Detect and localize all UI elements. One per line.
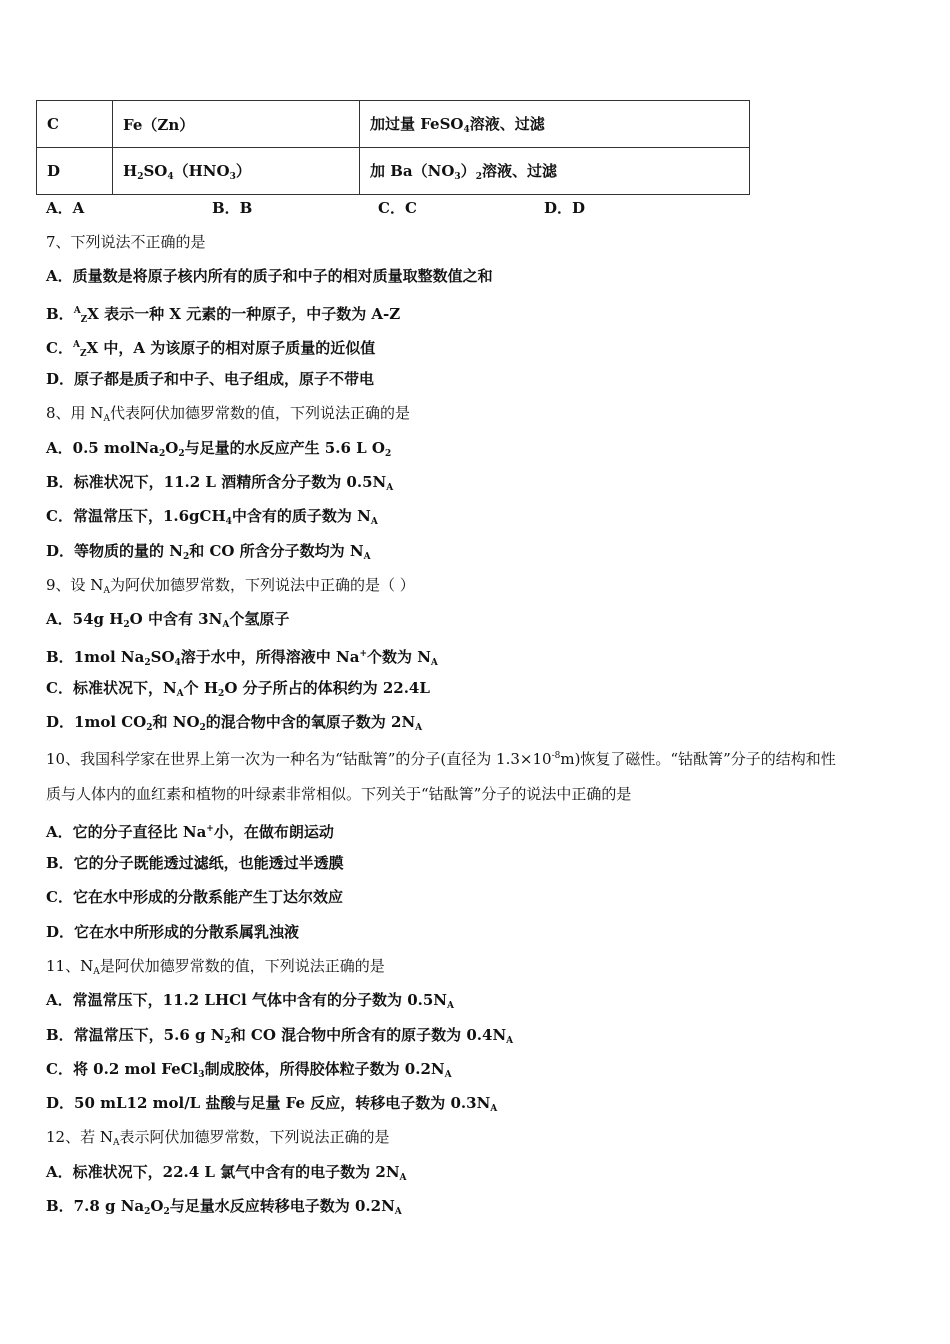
text-segment: A．0.5 molNa (46, 438, 159, 457)
answer-option (46, 1052, 916, 1086)
subscript: A (415, 723, 423, 734)
subscript: 2 (384, 448, 392, 459)
method-cell (360, 101, 750, 148)
subscript: 2 (146, 723, 153, 734)
text-segment: 个数为 N (366, 647, 431, 666)
subscript: A (447, 1001, 454, 1012)
answer-option (46, 1086, 916, 1120)
text-segment: 溶液、过滤 (481, 162, 557, 180)
subscript: 2 (178, 448, 185, 459)
question-stem (46, 949, 916, 983)
question-stem (46, 1120, 916, 1154)
text-segment: 溶于水中，所得溶液中 Na (180, 647, 360, 666)
superscript: + (206, 823, 214, 834)
subscript: A (112, 1138, 120, 1149)
text-segment: SO (150, 647, 175, 666)
subscript: A (370, 517, 378, 528)
text-segment: B．7.8 g Na (46, 1197, 145, 1216)
subscript: 2 (137, 172, 144, 182)
subscript: A (430, 657, 438, 668)
subscript: Z (80, 314, 88, 325)
answer-c: C．C (378, 199, 417, 217)
table-row (37, 101, 750, 148)
text-segment: 代表阿伏加德罗常数的值，下列说法正确的是 (109, 404, 410, 423)
options-table (36, 100, 750, 195)
text-segment: D．等物质的量的 N (46, 541, 183, 560)
text-segment: 9、设 N (46, 575, 104, 594)
answer-choices (46, 197, 710, 218)
question-stem (46, 396, 916, 430)
text-segment: 与足量的水反应产生 5.6 L O (184, 438, 385, 457)
text-segment: X 中，A 为该原子的相对原子质量的近似值 (86, 338, 376, 357)
text-segment: D．原子都是质子和中子、电子组成，原子不带电 (46, 370, 375, 389)
text-segment: B．1mol Na (46, 647, 145, 666)
text-segment: A．常温常压下，11.2 LHCl 气体中含有的分子数为 0.5N (46, 991, 448, 1010)
substance-cell (113, 101, 360, 148)
subscript: 3 (229, 172, 236, 182)
text-segment: 小，在做布朗运动 (213, 822, 334, 841)
subscript: 2 (123, 620, 130, 631)
text-segment: B．标准状况下，11.2 L 酒精所含分子数为 0.5N (46, 473, 387, 492)
text-segment: 个 H (183, 678, 219, 697)
text-segment: 和 CO 所含分子数均为 N (189, 541, 364, 560)
answer-option (46, 705, 916, 739)
text-segment: 个氢原子 (229, 610, 290, 629)
subscript: A (444, 1069, 452, 1080)
answer-option (46, 637, 916, 671)
subscript: A (506, 1035, 514, 1046)
question-stem (46, 568, 916, 602)
subscript: 4 (167, 172, 174, 182)
answer-option (46, 915, 916, 949)
answer-option (46, 362, 916, 396)
option-label: C (37, 101, 113, 148)
answer-option (46, 465, 916, 499)
subscript: 4 (463, 125, 470, 135)
subscript: 3 (454, 172, 461, 182)
text-segment: 7、下列说法不正确的是 (46, 233, 206, 251)
superscript: A (72, 339, 80, 350)
subscript: 4 (225, 517, 232, 528)
superscript: + (359, 648, 367, 659)
subscript: 2 (163, 1207, 170, 1218)
text-segment: Fe（Zn） (123, 115, 195, 134)
answer-option (46, 431, 916, 465)
text-segment: X 表示一种 X 元素的一种原子，中子数为 A-Z (87, 304, 401, 323)
option-label: D (37, 148, 113, 195)
text-segment: 11、N (46, 956, 94, 975)
text-segment: 中含有的质子数为 N (231, 507, 371, 526)
text-segment: A．质量数是将原子核内所有的质子和中子的相对质量取整数值之和 (46, 267, 493, 286)
text-segment: C． (46, 338, 73, 357)
text-segment: 12、若 N (46, 1128, 113, 1147)
text-segment: O (165, 438, 179, 457)
answer-d: D．D (544, 199, 586, 217)
subscript: A (103, 585, 110, 596)
answer-option (46, 812, 916, 846)
text-segment: D．50 mL12 mol/L 盐酸与足量 Fe 反应，转移电子数为 0.3N (46, 1094, 491, 1113)
question-stem (46, 225, 916, 259)
substance-cell (113, 148, 360, 195)
text-segment: m)恢复了磁性。“钴酞箐”分子的结构和性 (560, 750, 836, 769)
text-segment: 10、我国科学家在世界上第一次为一种名为“钴酞箐”的分子(直径为 1.3×10 (46, 750, 552, 769)
subscript: Z (79, 348, 87, 359)
question-stem (46, 777, 916, 811)
text-segment: 的混合物中含的氧原子数为 2N (205, 713, 416, 732)
subscript: 2 (144, 1207, 151, 1218)
answer-option (46, 602, 916, 636)
question-list (46, 225, 916, 1223)
text-segment: D．它在水中所形成的分散系属乳浊液 (46, 922, 300, 941)
subscript: 2 (475, 172, 482, 182)
text-segment: B． (46, 304, 74, 323)
text-segment: 是阿伏加德罗常数的值，下列说法正确的是 (99, 956, 385, 975)
text-segment: C．将 0.2 mol FeCl (46, 1059, 199, 1078)
answer-option (46, 294, 916, 328)
text-segment: 表示阿伏加德罗常数，下列说法正确的是 (119, 1128, 390, 1147)
subscript: A (103, 414, 110, 425)
text-segment: SO (143, 162, 168, 180)
text-segment: 制成胶体，所得胶体粒子数为 0.2N (204, 1059, 445, 1078)
text-segment: （HNO (173, 162, 230, 180)
text-segment: 溶液、过滤 (469, 115, 545, 133)
subscript: A (93, 966, 100, 977)
answer-option (46, 1018, 916, 1052)
text-segment: ） (460, 162, 476, 180)
subscript: 2 (218, 688, 225, 699)
answer-option (46, 534, 916, 568)
text-segment: 与足量水反应转移电子数为 0.2N (169, 1197, 395, 1216)
text-segment: O 中含有 3N (129, 610, 223, 629)
subscript: 2 (199, 723, 206, 734)
answer-b: B．B (212, 199, 253, 217)
subscript: 2 (158, 448, 166, 459)
text-segment: D．1mol CO (46, 713, 147, 732)
question-stem (46, 739, 916, 777)
text-segment: O 分子所占的体积约为 22.4L (224, 678, 430, 697)
subscript: A (399, 1172, 407, 1183)
text-segment: A．它的分子直径比 Na (46, 822, 207, 841)
text-segment: 加过量 FeSO (370, 115, 464, 133)
answer-a: A．A (46, 199, 85, 217)
text-segment: O (150, 1197, 164, 1216)
subscript: 2 (224, 1035, 231, 1046)
text-segment: 加 Ba（NO (370, 162, 455, 180)
subscript: 3 (198, 1069, 205, 1080)
text-segment: C．标准状况下，N (46, 678, 177, 697)
text-segment: 8、用 N (46, 404, 104, 423)
subscript: A (394, 1207, 402, 1218)
superscript: -8 (551, 751, 561, 762)
subscript: 2 (182, 551, 190, 562)
text-segment: 质与人体内的血红素和植物的叶绿素非常相似。下列关于“钴酞箐”分子的说法中正确的是 (46, 785, 632, 804)
subscript: A (176, 688, 184, 699)
answer-option (46, 671, 916, 705)
answer-option (46, 1189, 916, 1223)
text-segment: 为阿伏加德罗常数，下列说法中正确的是（ ） (109, 575, 415, 594)
answer-option (46, 880, 916, 914)
answer-option (46, 983, 916, 1017)
answer-option (46, 328, 916, 362)
text-segment: 和 CO 混合物中所含有的原子数为 0.4N (230, 1025, 507, 1044)
text-segment: A．54g H (46, 610, 124, 629)
superscript: A (73, 305, 81, 316)
subscript: A (386, 483, 394, 494)
answer-option (46, 1155, 916, 1189)
answer-option (46, 499, 916, 533)
method-cell (360, 148, 750, 195)
text-segment: 和 NO (152, 713, 200, 732)
text-segment: C．常温常压下，1.6gCH (46, 507, 226, 526)
subscript: A (222, 620, 230, 631)
text-segment: B．它的分子既能透过滤纸，也能透过半透膜 (46, 854, 344, 873)
text-segment: B．常温常压下，5.6 g N (46, 1025, 225, 1044)
subscript: A (363, 551, 371, 562)
text-segment: ） (235, 162, 251, 180)
answer-option (46, 846, 916, 880)
text-segment: H (123, 162, 138, 180)
table-row (37, 148, 750, 195)
subscript: 4 (174, 657, 181, 668)
text-segment: A．标准状况下，22.4 L 氯气中含有的电子数为 2N (46, 1162, 400, 1181)
subscript: A (490, 1104, 498, 1115)
answer-option (46, 259, 916, 293)
subscript: 2 (144, 657, 151, 668)
text-segment: C．它在水中形成的分散系能产生丁达尔效应 (46, 888, 343, 907)
